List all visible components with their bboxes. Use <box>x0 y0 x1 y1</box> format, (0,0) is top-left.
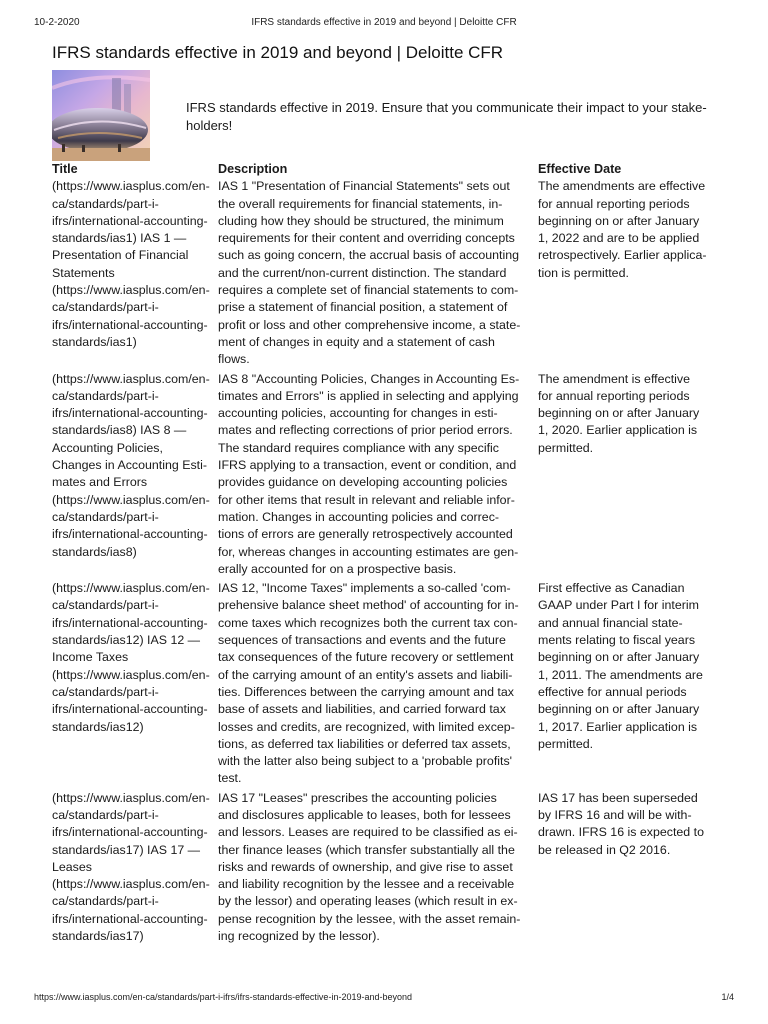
table-header-row <box>52 161 720 178</box>
standards-table <box>52 161 720 947</box>
print-date: 10-2-2020 <box>34 17 80 28</box>
table-row <box>52 580 720 790</box>
sculpture-photo-icon <box>52 70 150 161</box>
table-row <box>52 371 720 581</box>
standard-title-link[interactable]: (https://www.iasplus.com/en- ca/standards/part-i- ifrs/international-accounting- standards/ias8) IAS 8 — Accounting Policies, Changes in Accounting Esti- mates and Errors (https://www.iasplus.com/en- ca/standards/part-i- ifrs/international-accounting- standards/ias8) <box>52 371 210 559</box>
standard-title-link[interactable]: (https://www.iasplus.com/en- ca/standards/part-i- ifrs/international-accounting- standards/ias17) IAS 17 — Leases (https://www.iasplus.com/en- ca/standards/part-i- ifrs/international-accounting- standards/ias17) <box>52 790 210 944</box>
standard-description: IAS 12, "Income Taxes" implements a so-called 'com- prehensive balance sheet method' of accounting for in- come taxes which recognizes both the current tax con- sequences of transactions and events and the future tax consequences of the future recovery or settlement of the carrying amount of an entity's assets and liabili- ties. Differences between the carrying amount and tax base of assets and liabilities, and carried forward tax losses and credits, are recognized, with limited excep- tions, as deferred tax liabilities or deferred tax assets, with the latter also being subject to a 'probable profits' test. <box>218 581 519 786</box>
print-footer <box>34 992 734 1004</box>
print-doc-title: IFRS standards effective in 2019 and beyond | Deloitte CFR <box>251 17 517 28</box>
standard-description: IAS 17 "Leases" prescribes the accounting policies and disclosures applicable to leases, both for lessees and lessors. Leases are required to be classified as ei- ther finance leases (which transfer substantially all the risks and rewards of ownership, and give rise to asset and liability recognition by the lessee and a receivable by the lessor) and operating leases (which result in ex- pense recognition by the lessee, with the asset remain- ing recognized by the lessor). <box>218 790 521 944</box>
page-number: 1/4 <box>721 992 734 1002</box>
standard-description: IAS 8 "Accounting Policies, Changes in Accounting Es- timates and Errors" is applied in selecting and applying accounting policies, accounting for changes in esti- mates and reflecting corrections of prior period errors. The standard requires compliance with any specific IFRS applying to a transaction, event or condition, and provides guidance on developing accounting policies for other items that result in relevant and reliable infor- mation. Changes in accounting policies and correc- tions of errors are generally retrospectively accounted for, whereas changes in accounting estimates are gen- erally accounted for on a prospective basis. <box>218 371 520 576</box>
header-effective-date: Effective Date <box>538 162 622 176</box>
standard-effective-date: The amendments are effective for annual reporting periods beginning on or after January 1, 2022 and are to be applied retrospectively. Earlier applica- tion is permitted. <box>538 179 707 280</box>
table-row <box>52 790 720 948</box>
print-header <box>34 17 734 31</box>
page-title: IFRS standards effective in 2019 and beyond | Deloitte CFR <box>52 43 504 62</box>
intro-text: IFRS standards effective in 2019. Ensure that you communicate their impact to your stake- holders! <box>186 100 707 133</box>
standard-title-link[interactable]: (https://www.iasplus.com/en- ca/standards/part-i- ifrs/international-accounting- standards/ias1) IAS 1 — Presentation of Financial Statements (https://www.iasplus.com/en- ca/standards/part-i- ifrs/international-accounting- standards/ias1) <box>52 179 210 349</box>
standard-effective-date: First effective as Canadian GAAP under Part I for interim and annual financial state- ments relating to fiscal years beginning on or after January 1, 2011. The amendments are effective for annual periods beginning on or after January 1, 2017. Earlier application is permitted. <box>538 581 703 751</box>
standard-effective-date: IAS 17 has been superseded by IFRS 16 and will be with- drawn. IFRS 16 is expected to be released in Q2 2016. <box>538 790 704 857</box>
standard-title-link[interactable]: (https://www.iasplus.com/en- ca/standards/part-i- ifrs/international-accounting- standards/ias12) IAS 12 — Income Taxes (https://www.iasplus.com/en- ca/standards/part-i- ifrs/international-accounting- standards/ias12) <box>52 581 210 734</box>
header-title: Title <box>52 162 78 176</box>
table-row <box>52 178 720 370</box>
standard-effective-date: The amendment is effective for annual reporting periods beginning on or after January 1, 2020. Earlier application is permitted. <box>538 371 700 455</box>
standard-description: IAS 1 "Presentation of Financial Statements" sets out the overall requirements for financial statements, in- cluding how they should be structured, the minimum requirements for their content and overriding concepts such as going concern, the accrual basis of accounting and the current/non-current distinction. The standard requires a complete set of financial statements to com- prise a statement of financial position, a statement of profit or loss and other comprehensive income, a state- ment of changes in equity and a statement of cash flows. <box>218 179 521 367</box>
header-description: Description <box>218 162 288 176</box>
print-url[interactable]: https://www.iasplus.com/en-ca/standards/part-i-ifrs/ifrs-standards-effective-in-2019-and-beyond <box>34 992 412 1002</box>
